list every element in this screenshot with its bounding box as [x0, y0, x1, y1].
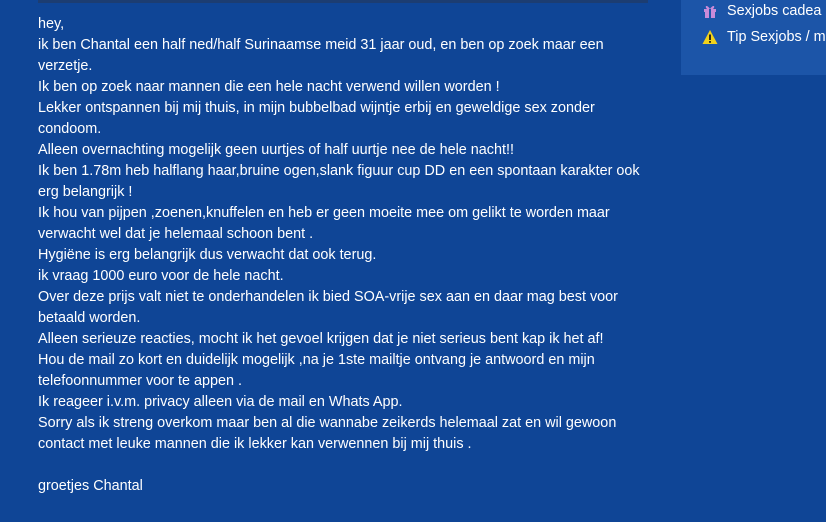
- ad-line: Alleen serieuze reacties, mocht ik het gevoel krijgen dat je niet serieus bent kap ik het af!: [38, 331, 604, 347]
- sidebar-link-tip[interactable]: [701, 28, 826, 46]
- sidebar-panel: [681, 0, 826, 75]
- top-divider: [38, 0, 648, 3]
- ad-line: Ik ben op zoek naar mannen die een hele nacht verwend willen worden !: [38, 79, 500, 95]
- ad-line: Over deze prijs valt niet te onderhandelen ik bied SOA-vrije sex aan en daar mag best voor betaald worden.: [38, 289, 618, 326]
- ad-line: Sorry als ik streng overkom maar ben al die wannabe zeikerds helemaal zat en wil gewoon contact met leuke mannen die ik lekker kan verwennen bij mij thuis .: [38, 415, 617, 452]
- ad-line: Lekker ontspannen bij mij thuis, in mijn bubbelbad wijntje erbij en geweldige sex zonder condoom.: [38, 100, 595, 137]
- ad-line: Ik ben 1.78m heb halflang haar,bruine ogen,slank figuur cup DD en een spontaan karakter ook erg belangrijk !: [38, 163, 640, 200]
- ad-line: Ik reageer i.v.m. privacy alleen via de mail en Whats App.: [38, 394, 403, 410]
- ad-line: Hygiëne is erg belangrijk dus verwacht dat ook terug.: [38, 247, 377, 263]
- warning-icon: [701, 28, 719, 46]
- gift-icon: [701, 2, 719, 20]
- ad-line: ik vraag 1000 euro voor de hele nacht.: [38, 268, 284, 284]
- sidebar-link-gift[interactable]: [701, 2, 821, 20]
- ad-line: Ik hou van pijpen ,zoenen,knuffelen en heb er geen moeite mee om gelikt te worden maar verwacht wel dat je helemaal schoon bent .: [38, 205, 610, 242]
- ad-line: Alleen overnachting mogelijk geen uurtjes of half uurtje nee de hele nacht!!: [38, 142, 515, 158]
- ad-signoff: groetjes Chantal: [38, 478, 143, 494]
- ad-line: hey,: [38, 16, 65, 32]
- sidebar-link-label: Sexjobs cadea: [727, 3, 822, 19]
- paragraph-spacer: [38, 455, 653, 476]
- sidebar-link-label: Tip Sexjobs / m: [727, 29, 826, 45]
- ad-line: Hou de mail zo kort en duidelijk mogelijk ,na je 1ste mailtje ontvang je antwoord en mijn telefoonnummer voor te appen .: [38, 352, 595, 389]
- ad-line: ik ben Chantal een half ned/half Surinaamse meid 31 jaar oud, en ben op zoek maar een verzetje.: [38, 37, 604, 74]
- ad-description: [38, 14, 653, 497]
